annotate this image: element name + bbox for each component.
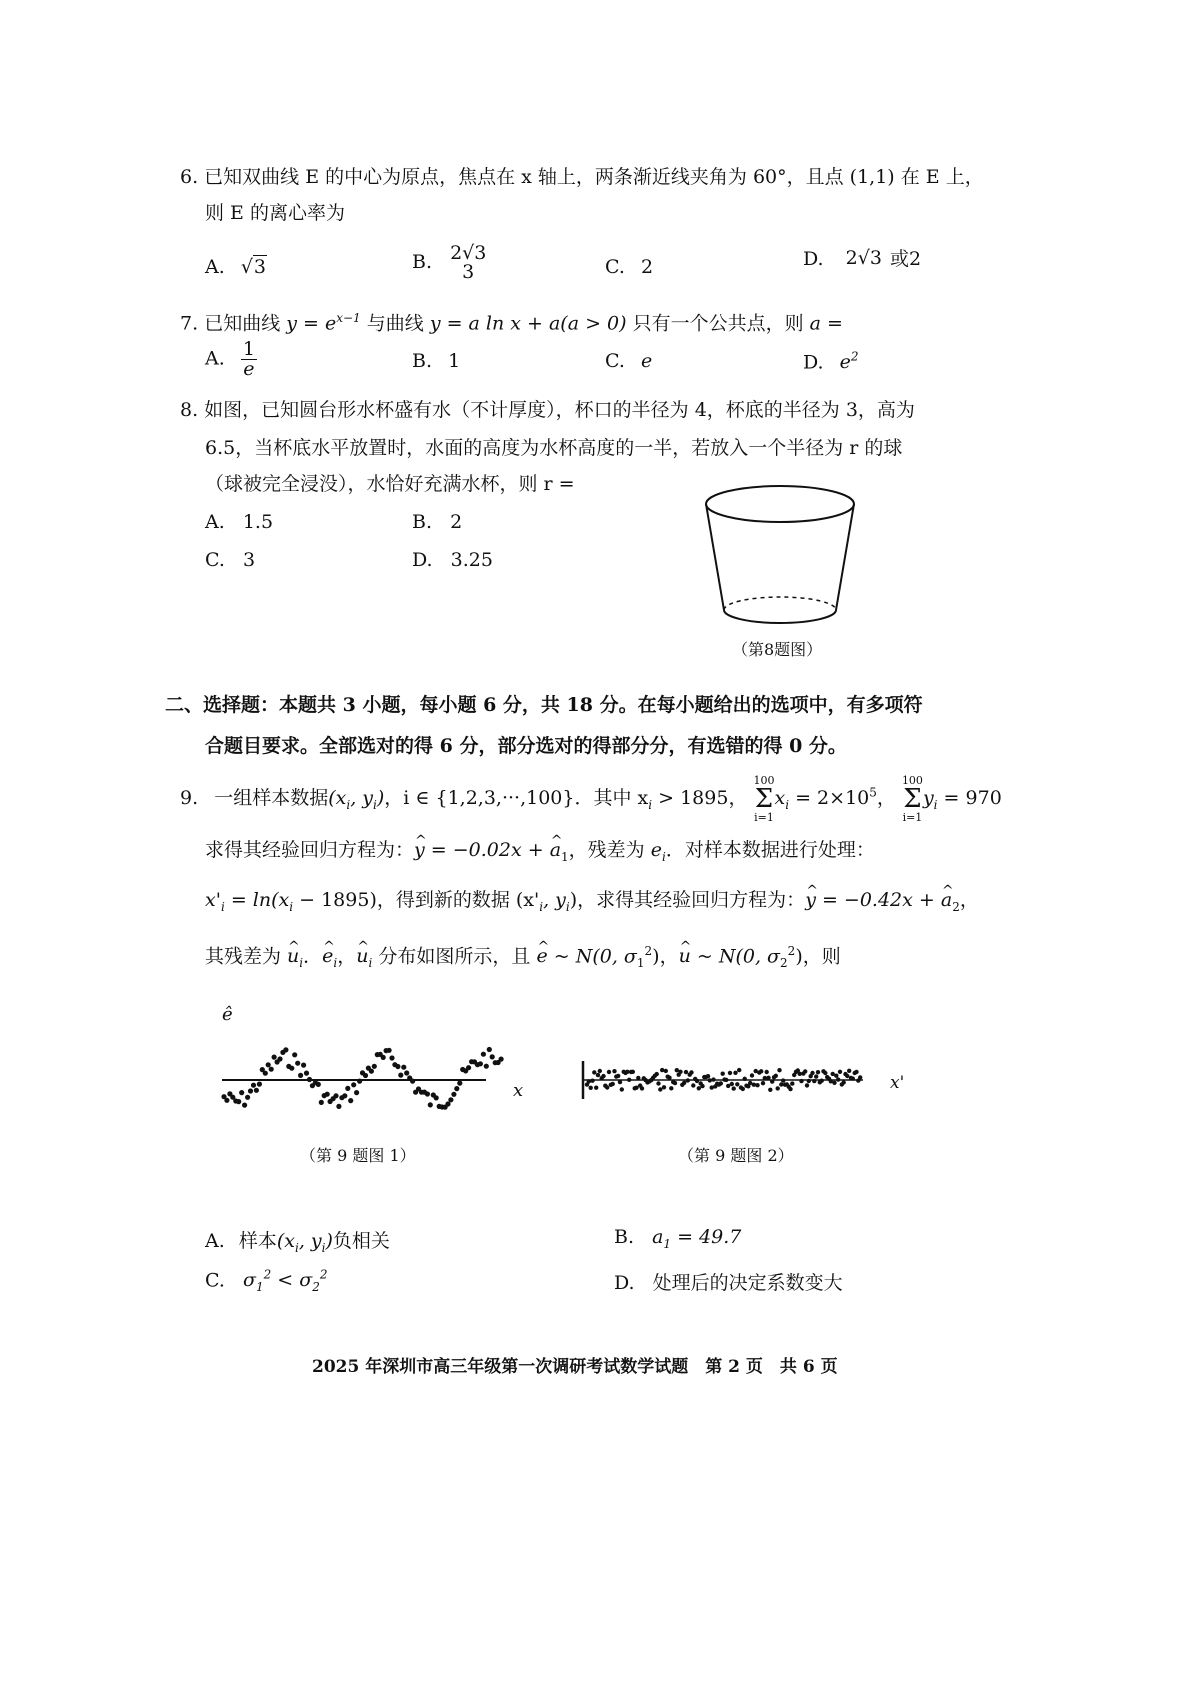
residual-dot	[254, 1088, 259, 1093]
q9-option-b[interactable]	[614, 1226, 741, 1251]
residual-dot	[790, 1081, 794, 1085]
residual-dot	[490, 1054, 495, 1059]
residual-dot	[777, 1068, 781, 1072]
option-label: B.	[412, 511, 433, 533]
residual-dot	[667, 1076, 671, 1080]
residual-dot	[289, 1066, 294, 1071]
residual-dot	[283, 1047, 288, 1052]
residual-dot	[478, 1061, 483, 1066]
residual-dot	[257, 1082, 262, 1087]
residual-dot	[741, 1087, 745, 1091]
option-label: A.	[205, 1230, 225, 1252]
residual-dot	[369, 1069, 374, 1074]
residual-dot	[684, 1070, 688, 1074]
residual-dot	[805, 1083, 809, 1087]
residual-dot	[487, 1047, 492, 1052]
q8-option-b[interactable]	[412, 511, 462, 533]
residual-dot	[607, 1070, 611, 1074]
residual-dot	[851, 1076, 855, 1080]
residual-dot	[304, 1071, 309, 1076]
option-value: $e^2$	[839, 350, 859, 374]
residual-dot	[695, 1079, 699, 1083]
residual-dot	[655, 1072, 659, 1076]
residual-dot	[611, 1082, 615, 1086]
q6-option-d[interactable]	[803, 244, 921, 271]
residual-dot	[266, 1062, 271, 1067]
residual-dot	[598, 1069, 602, 1073]
q9-line1: 9. 一组样本数据($x_i$, $y_i$)，i ∈ {1,2,3,···,100}．其中 $x_i > 1895$， 100 Σ i=1 $x_i = 2\times 10^5$， 100 Σ i=1 $y_i = 970$	[180, 774, 1002, 824]
option-label: C.	[605, 350, 625, 372]
residual-dot	[587, 1079, 591, 1083]
page-footer: 2025 年深圳市高三年级第一次调研考试数学试题 第 2 页 共 6 页	[312, 1357, 838, 1377]
residual-dot	[451, 1092, 456, 1097]
option-label: C.	[605, 256, 625, 278]
residual-dot	[759, 1069, 763, 1073]
residual-dot	[342, 1093, 347, 1098]
residual-dot	[708, 1078, 712, 1082]
residual-dot	[735, 1082, 739, 1086]
residual-dot	[592, 1070, 596, 1074]
residual-dot	[434, 1095, 439, 1100]
q6-option-c[interactable]	[605, 256, 653, 278]
residual-dot	[410, 1079, 415, 1084]
option-value: 2	[450, 511, 463, 533]
option-math: $a_1 = 49.7$	[652, 1226, 742, 1251]
q8-line2: 6.5，当杯底水平放置时，水面的高度为水杯高度的一半，若放入一个半径为 r 的球	[205, 437, 903, 459]
residual-dot	[691, 1083, 695, 1087]
residual-dot	[733, 1071, 737, 1075]
q8-option-c[interactable]	[205, 549, 255, 571]
option-label: D.	[803, 248, 824, 270]
residual-dot	[728, 1071, 732, 1075]
option-value: 3	[242, 549, 256, 571]
residual-dot	[697, 1086, 701, 1090]
residual-dot	[700, 1084, 704, 1088]
residual-dot	[721, 1072, 725, 1076]
option-value: 3.25	[450, 549, 493, 571]
residual-dot	[816, 1070, 820, 1074]
q6-line1: 6. 已知双曲线 E 的中心为原点，焦点在 x 轴上，两条渐近线夹角为 60°，且点 (1,1) 在 E 上，	[180, 166, 984, 188]
residual-dot	[589, 1086, 593, 1090]
residual-dot	[755, 1083, 759, 1087]
cup-left-wall	[706, 504, 724, 610]
cup-bottom-front	[724, 610, 836, 623]
residual-dot	[845, 1074, 849, 1078]
residual-dot	[669, 1086, 673, 1090]
q7-option-d[interactable]	[803, 350, 859, 373]
fig2-x-label: x'	[890, 1073, 905, 1093]
residual-dot	[245, 1095, 250, 1100]
residual-dot	[307, 1077, 312, 1082]
q9-line2: 求得其经验回归方程为：^ y = −0.02x + ^ $a_1$，残差为 $e_i$．对样本数据进行处理：	[205, 838, 875, 869]
residual-dot	[618, 1080, 622, 1084]
residual-dot	[823, 1071, 827, 1075]
residual-dot	[678, 1070, 682, 1074]
residual-dot	[372, 1064, 377, 1069]
q9-option-a[interactable]	[205, 1226, 390, 1255]
option-value: 2√3	[845, 247, 882, 269]
q8-option-a[interactable]	[205, 511, 273, 533]
residual-dot	[774, 1074, 778, 1078]
residual-dot	[272, 1055, 277, 1060]
residual-dot	[752, 1083, 756, 1087]
q9-line4: 其残差为 ^ $u_i$．^ $e_i$，^ $u_i$ 分布如图所示，且 ^ e ~ N(0, $\sigma_1^2$)，^ u ~ N(0, $\sigma_2^2$)，则	[205, 939, 841, 975]
residual-dot	[484, 1064, 489, 1069]
option-value: 2√3 3	[450, 242, 487, 283]
q8-line3: （球被完全浸没），水恰好充满水杯，则 r =	[205, 473, 575, 495]
q7-option-a[interactable]	[205, 340, 257, 379]
residual-dot	[404, 1070, 409, 1075]
residual-dot	[814, 1074, 818, 1078]
option-value: 1.5	[242, 511, 274, 533]
option-text: 处理后的决定系数变大	[652, 1272, 843, 1294]
residual-dot	[834, 1074, 838, 1078]
option-suffix: 或2	[890, 248, 922, 270]
q9-option-d[interactable]	[614, 1268, 843, 1295]
residual-dot	[776, 1086, 780, 1090]
q6-line2: 则 E 的离心率为	[205, 202, 345, 224]
residual-dot	[832, 1081, 836, 1085]
residual-dot	[847, 1069, 851, 1073]
residual-dot	[395, 1064, 400, 1069]
residual-dot	[766, 1076, 770, 1080]
residual-dot	[730, 1082, 734, 1086]
sum-symbol: 100 Σ i=1	[753, 774, 775, 824]
option-label: D.	[614, 1272, 635, 1294]
residual-dot	[298, 1073, 303, 1078]
residual-dot	[357, 1079, 362, 1084]
fig1-y-label: ê	[222, 1004, 233, 1025]
q7-stem: 7. 已知曲线 $y = e^{x-1}$ 与曲线 y = a ln x + a(a > 0) 只有一个公共点，则 a =	[180, 311, 843, 335]
residual-dot	[248, 1088, 253, 1093]
residual-dot	[242, 1103, 247, 1108]
q7-option-c[interactable]	[605, 350, 652, 372]
residual-dot	[838, 1070, 842, 1074]
residual-dot	[319, 1100, 324, 1105]
residual-dot	[401, 1065, 406, 1070]
cup-rim	[706, 486, 854, 522]
residual-dot	[682, 1081, 686, 1085]
option-label: B.	[412, 350, 433, 372]
residual-dot	[389, 1055, 394, 1060]
residual-dot	[428, 1102, 433, 1107]
residual-dot	[673, 1081, 677, 1085]
residual-dot	[836, 1077, 840, 1081]
option-value: e	[640, 350, 653, 372]
option-text: 样本	[238, 1230, 277, 1252]
residual-dot	[812, 1079, 816, 1083]
q9-option-c[interactable]	[205, 1268, 327, 1294]
residual-dot	[664, 1069, 668, 1073]
residual-dot	[354, 1090, 359, 1095]
option-label: B.	[412, 251, 433, 273]
residual-dot	[363, 1073, 368, 1078]
residual-dot	[481, 1052, 486, 1057]
residual-dot	[627, 1078, 631, 1082]
residual-dot	[263, 1071, 268, 1076]
residual-dot	[277, 1056, 282, 1061]
option-label: A.	[205, 511, 225, 533]
residual-dot	[854, 1070, 858, 1074]
residual-dot	[301, 1063, 306, 1068]
residual-dot	[348, 1098, 353, 1103]
fig1-x-label: x	[513, 1080, 524, 1101]
option-label: C.	[205, 549, 225, 571]
option-math: $\sigma_1^2 < \sigma_2^2$	[242, 1268, 328, 1295]
residual-dot	[820, 1079, 824, 1083]
option-label: A.	[205, 256, 225, 278]
residual-dot	[743, 1077, 747, 1081]
residual-dot	[351, 1082, 356, 1087]
residual-dot	[499, 1057, 504, 1062]
residual-dot	[737, 1068, 741, 1072]
residual-dot	[457, 1081, 462, 1086]
residual-dot	[640, 1086, 644, 1090]
residual-dot	[842, 1080, 846, 1084]
residual-dot	[765, 1070, 769, 1074]
option-label: D.	[412, 549, 433, 571]
residual-dot	[239, 1090, 244, 1095]
residual-dot	[224, 1098, 229, 1103]
option-math: ($x_i$, $y_i$)	[276, 1230, 333, 1255]
option-label: B.	[614, 1226, 635, 1248]
residual-dot	[387, 1048, 392, 1053]
residual-dot	[594, 1086, 598, 1090]
residual-dot	[590, 1079, 594, 1083]
q8-line1: 8. 如图，已知圆台形水杯盛有水（不计厚度），杯口的半径为 4，杯底的半径为 3，高为	[180, 399, 915, 421]
q9-line3: $x'_i = \ln(x_i - 1895)$，得到新的数据 ($x'_i$, $y_i$)，求得其经验回归方程为：^ y = −0.42x + ^ $a_2$，	[205, 888, 979, 919]
residual-dot	[724, 1078, 728, 1082]
option-suffix: 负相关	[332, 1230, 390, 1252]
residual-dot	[325, 1092, 330, 1097]
residual-dot	[454, 1086, 459, 1091]
residual-dot	[616, 1074, 620, 1078]
residual-dot	[445, 1101, 450, 1106]
cup-figure	[695, 478, 865, 628]
residual-dot	[658, 1087, 662, 1091]
option-value: √3	[240, 256, 267, 278]
residual-dot	[295, 1061, 300, 1066]
section2-line1: 二、选择题：本题共 3 小题，每小题 6 分，共 18 分。在每小题给出的选项中，有多项符	[165, 694, 923, 716]
section2-line2: 合题目要求。全部选对的得 6 分，部分选对的得部分分，有选错的得 0 分。	[205, 735, 847, 757]
residual-dot	[810, 1071, 814, 1075]
residual-dot	[807, 1079, 811, 1083]
option-label: D.	[803, 351, 824, 374]
residual-dot	[770, 1079, 774, 1083]
residual-dot	[636, 1076, 640, 1080]
residual-dot	[686, 1078, 690, 1082]
q8-figure-caption: （第8题图）	[732, 640, 823, 659]
cup-bottom-back	[724, 597, 836, 610]
residual-dot	[425, 1091, 430, 1096]
residual-dot	[858, 1075, 862, 1079]
fig2-caption: （第 9 题图 2）	[678, 1146, 794, 1165]
residual-dot	[466, 1065, 471, 1070]
option-label: C.	[205, 1269, 225, 1292]
sum-symbol: 100 Σ i=1	[901, 774, 923, 824]
q6-option-a[interactable]	[205, 256, 267, 278]
residual-dot	[345, 1086, 350, 1091]
residual-dot	[236, 1099, 241, 1104]
residual-plot-1	[210, 1040, 530, 1120]
residual-dot	[605, 1085, 609, 1089]
residual-dot	[803, 1069, 807, 1073]
q7-option-b[interactable]	[412, 350, 460, 372]
residual-dot	[269, 1067, 274, 1072]
residual-dot	[612, 1069, 616, 1073]
residual-dot	[333, 1093, 338, 1098]
option-value: 2	[640, 256, 654, 278]
residual-dot	[251, 1083, 256, 1088]
residual-dot	[719, 1081, 723, 1085]
residual-dot	[601, 1074, 605, 1078]
residual-dot	[316, 1082, 321, 1087]
residual-dot	[336, 1104, 341, 1109]
residual-dot	[768, 1088, 772, 1092]
option-value: 1	[448, 350, 461, 372]
residual-dot	[292, 1052, 297, 1057]
residual-dot	[596, 1073, 600, 1077]
residual-dot	[711, 1077, 715, 1081]
residual-dot	[689, 1070, 693, 1074]
residual-dot	[662, 1085, 666, 1089]
residual-dot	[381, 1055, 386, 1060]
residual-dot	[656, 1081, 660, 1085]
residual-dot	[448, 1097, 453, 1102]
cup-right-wall	[836, 504, 854, 610]
fig1-caption: （第 9 题图 1）	[300, 1146, 416, 1165]
residual-dot	[788, 1087, 792, 1091]
residual-dot	[750, 1073, 754, 1077]
residual-dot	[631, 1070, 635, 1074]
q8-option-d[interactable]	[412, 549, 493, 571]
residual-dot	[732, 1086, 736, 1090]
residual-plot-2	[575, 1055, 875, 1105]
option-label: A.	[205, 347, 225, 370]
residual-dot	[761, 1081, 765, 1085]
residual-dot	[781, 1078, 785, 1082]
q6-option-b[interactable]	[412, 244, 488, 282]
residual-dot	[398, 1073, 403, 1078]
residual-dot	[706, 1074, 710, 1078]
residual-dot	[799, 1079, 803, 1083]
residual-dot	[634, 1086, 638, 1090]
residual-dot	[620, 1087, 624, 1091]
option-value: $\frac{1}{e}$	[242, 338, 255, 380]
